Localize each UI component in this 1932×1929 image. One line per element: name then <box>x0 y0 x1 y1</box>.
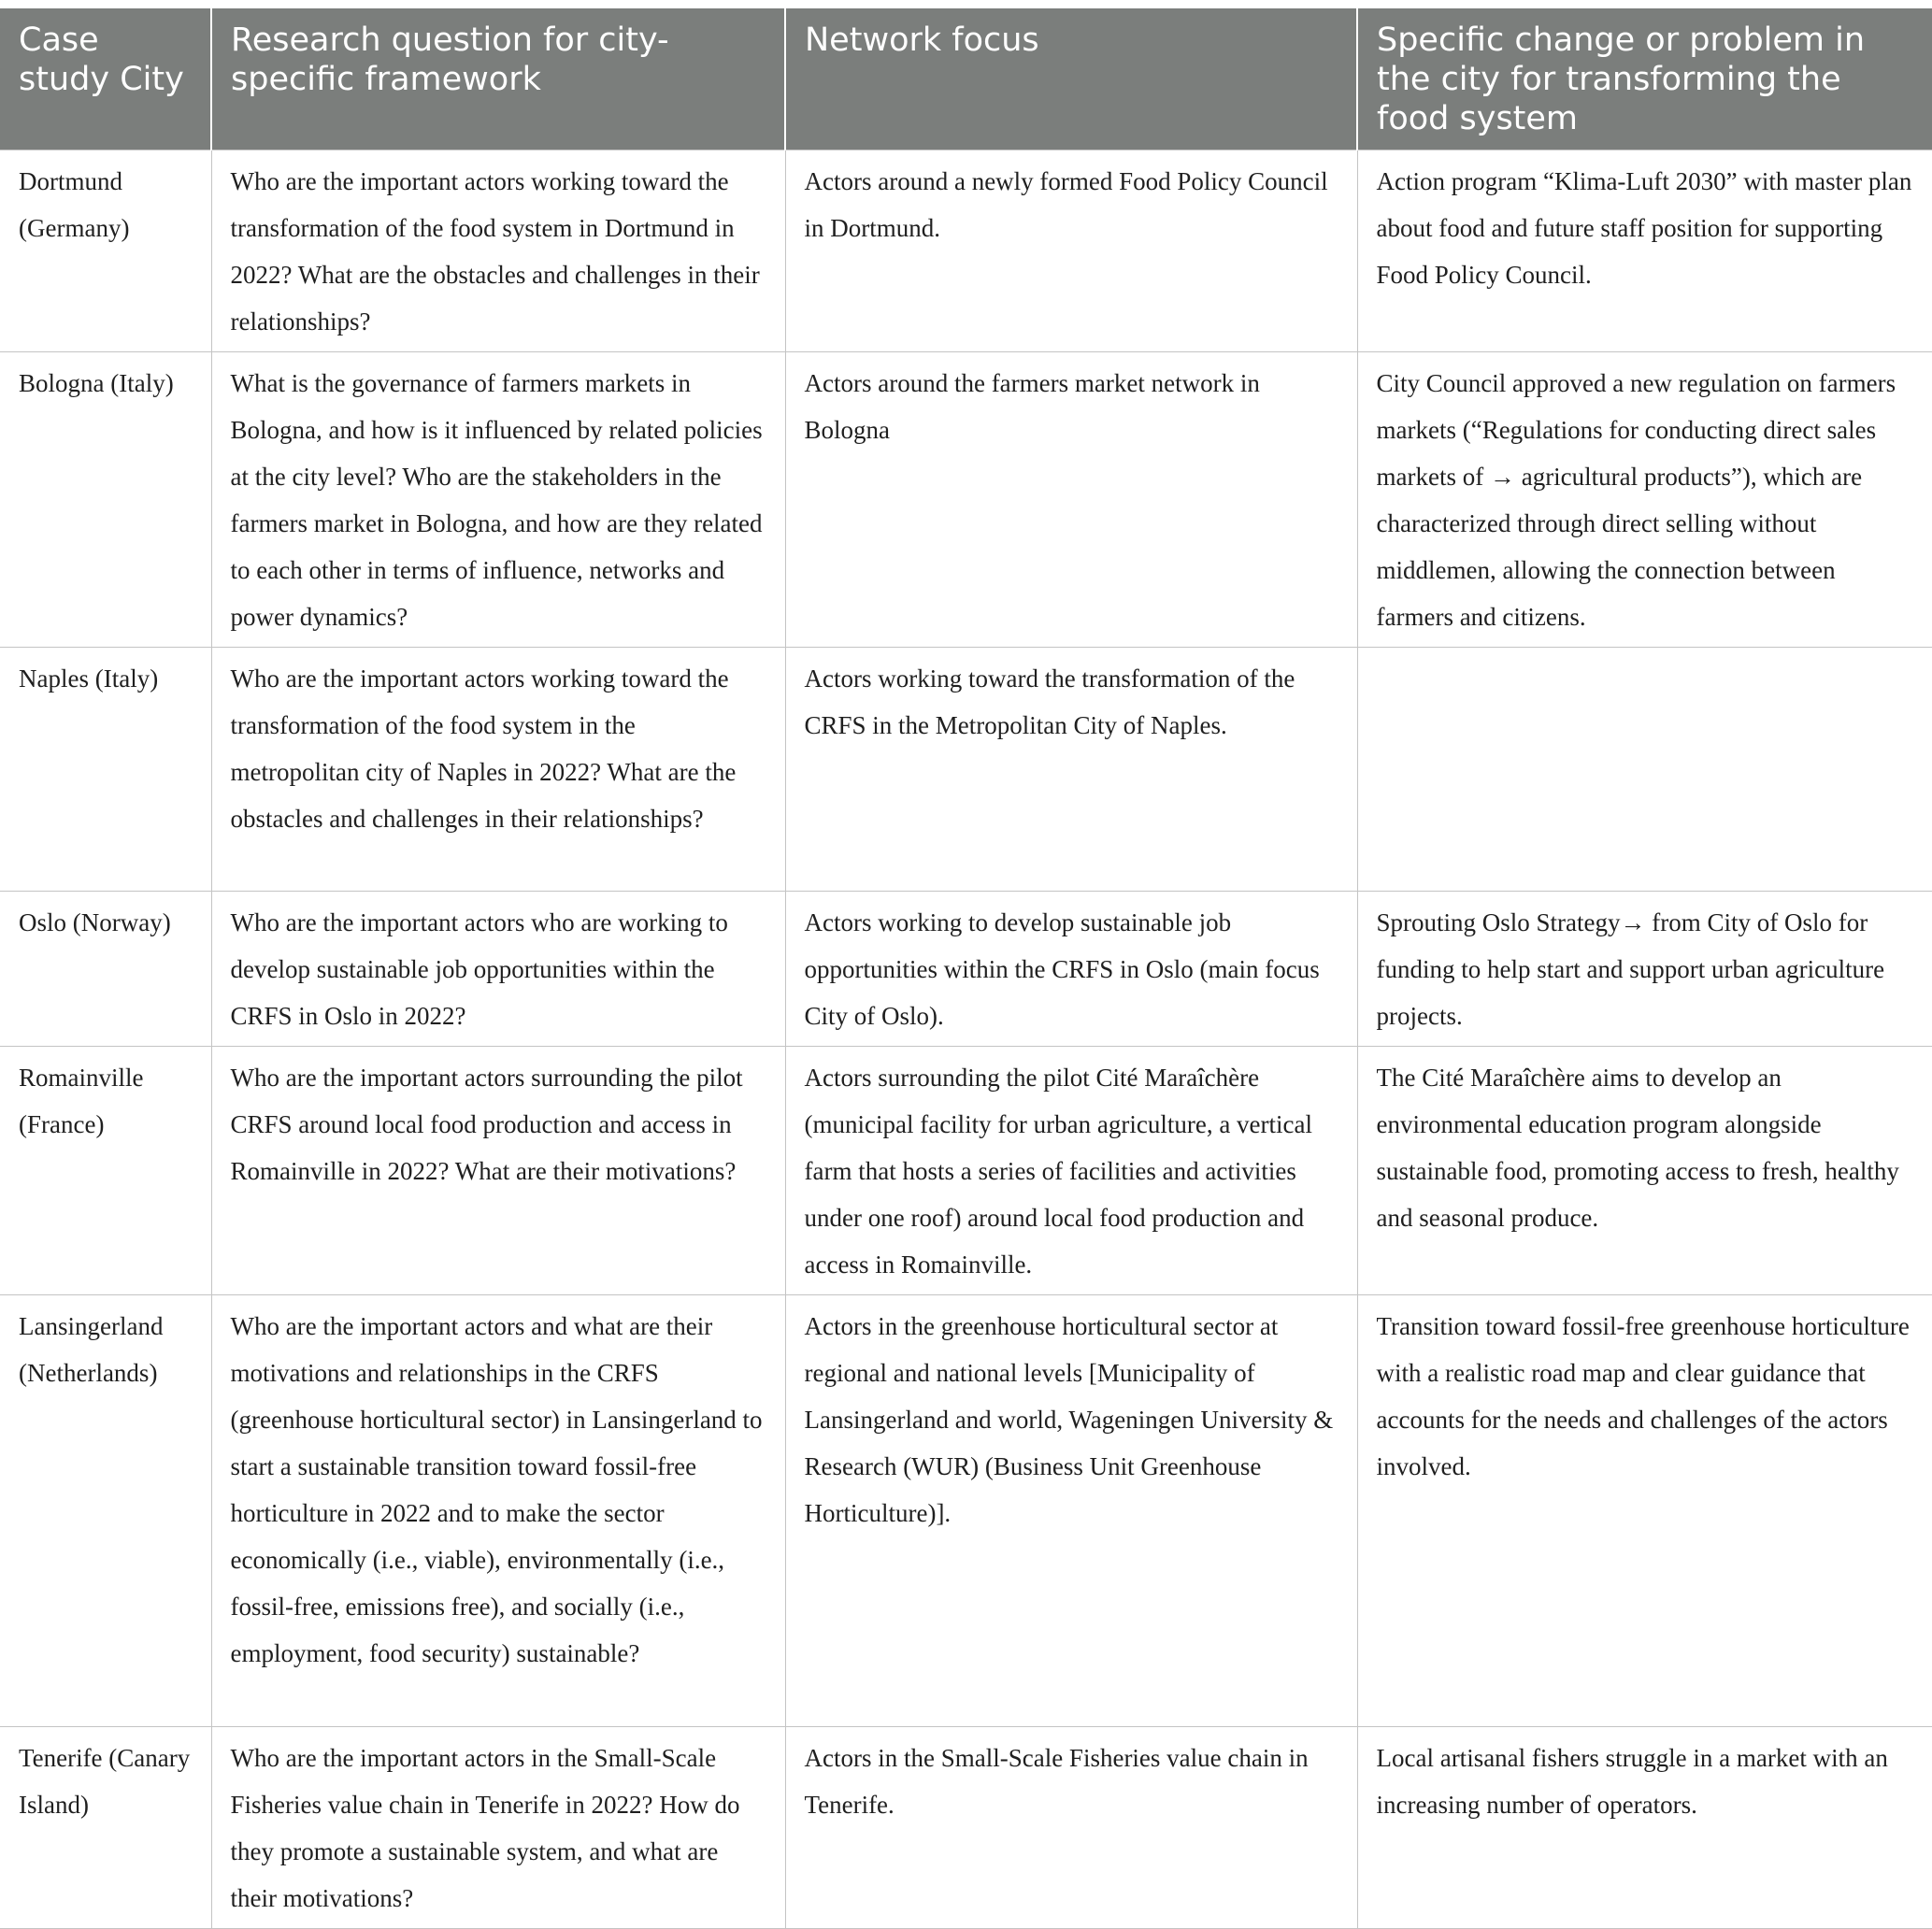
cell-question: Who are the important actors in the Small-Scale Fisheries value chain in Tenerife in 2022? How do they promote a sustainable system, and what are their motivations? <box>211 1727 785 1929</box>
table-row <box>0 648 1932 892</box>
cell-city: Tenerife (Canary Island) <box>0 1727 211 1929</box>
case-study-table-container <box>0 8 1932 1929</box>
cell-city: Dortmund (Germany) <box>0 150 211 352</box>
cell-city: Lansingerland (Netherlands) <box>0 1295 211 1727</box>
cell-city: Romainville (France) <box>0 1047 211 1295</box>
cell-question: What is the governance of farmers markets in Bologna, and how is it influenced by related policies at the city level? Who are the stakeholders in the farmers market in Bologna, and how are they related to each other in terms of influence, networks and power dynamics? <box>211 352 785 648</box>
header-case-study-city: Case study City <box>0 8 211 150</box>
cell-change: Local artisanal fishers struggle in a market with an increasing number of operators. <box>1357 1727 1932 1929</box>
cell-change <box>1357 648 1932 892</box>
table-header <box>0 8 1932 150</box>
cell-focus: Actors around the farmers market network in Bologna <box>785 352 1357 648</box>
table-body <box>0 150 1932 1929</box>
cell-city: Naples (Italy) <box>0 648 211 892</box>
header-specific-change: Specific change or problem in the city for transforming the food system <box>1357 8 1932 150</box>
table-row <box>0 150 1932 352</box>
cell-question: Who are the important actors working toward the transformation of the food system in Dortmund in 2022? What are the obstacles and challenges in their relationships? <box>211 150 785 352</box>
cell-question: Who are the important actors working toward the transformation of the food system in the metropolitan city of Naples in 2022? What are the obstacles and challenges in their relationships? <box>211 648 785 892</box>
cell-change: Sprouting Oslo Strategy→ from City of Oslo for funding to help start and support urban agriculture projects. <box>1357 892 1932 1047</box>
case-study-table <box>0 8 1932 1929</box>
table-row <box>0 352 1932 648</box>
cell-change: Action program “Klima-Luft 2030” with master plan about food and future staff position for supporting Food Policy Council. <box>1357 150 1932 352</box>
cell-focus: Actors around a newly formed Food Policy Council in Dortmund. <box>785 150 1357 352</box>
cell-city: Oslo (Norway) <box>0 892 211 1047</box>
table-row <box>0 1727 1932 1929</box>
cell-city: Bologna (Italy) <box>0 352 211 648</box>
cell-focus: Actors surrounding the pilot Cité Maraîchère (municipal facility for urban agriculture, a vertical farm that hosts a series of facilities and activities under one roof) around local food production and access in Romainville. <box>785 1047 1357 1295</box>
cell-focus: Actors in the greenhouse horticultural sector at regional and national levels [Municipality of Lansingerland and world, Wageningen University & Research (WUR) (Business Unit Greenhouse Horticulture)]. <box>785 1295 1357 1727</box>
table-row <box>0 892 1932 1047</box>
cell-change: Transition toward fossil-free greenhouse horticulture with a realistic road map and clear guidance that accounts for the needs and challenges of the actors involved. <box>1357 1295 1932 1727</box>
cell-question: Who are the important actors who are working to develop sustainable job opportunities within the CRFS in Oslo in 2022? <box>211 892 785 1047</box>
header-row <box>0 8 1932 150</box>
table-row <box>0 1047 1932 1295</box>
cell-focus: Actors working toward the transformation of the CRFS in the Metropolitan City of Naples. <box>785 648 1357 892</box>
header-network-focus: Network focus <box>785 8 1357 150</box>
cell-change: The Cité Maraîchère aims to develop an environmental education program alongside sustainable food, promoting access to fresh, healthy and seasonal produce. <box>1357 1047 1932 1295</box>
cell-focus: Actors working to develop sustainable job opportunities within the CRFS in Oslo (main focus City of Oslo). <box>785 892 1357 1047</box>
cell-question: Who are the important actors and what are their motivations and relationships in the CRFS (greenhouse horticultural sector) in Lansingerland to start a sustainable transition toward fossil-free horticulture in 2022 and to make the sector economically (i.e., viable), environmentally (i.e., fossil-free, emissions free), and socially (i.e., employment, food security) sustainable? <box>211 1295 785 1727</box>
table-row <box>0 1295 1932 1727</box>
cell-question: Who are the important actors surrounding the pilot CRFS around local food production and access in Romainville in 2022? What are their motivations? <box>211 1047 785 1295</box>
header-research-question: Research question for city-specific framework <box>211 8 785 150</box>
cell-change: City Council approved a new regulation on farmers markets (“Regulations for conducting direct sales markets of → agricultural products”), which are characterized through direct selling without middlemen, allowing the connection between farmers and citizens. <box>1357 352 1932 648</box>
cell-focus: Actors in the Small-Scale Fisheries value chain in Tenerife. <box>785 1727 1357 1929</box>
